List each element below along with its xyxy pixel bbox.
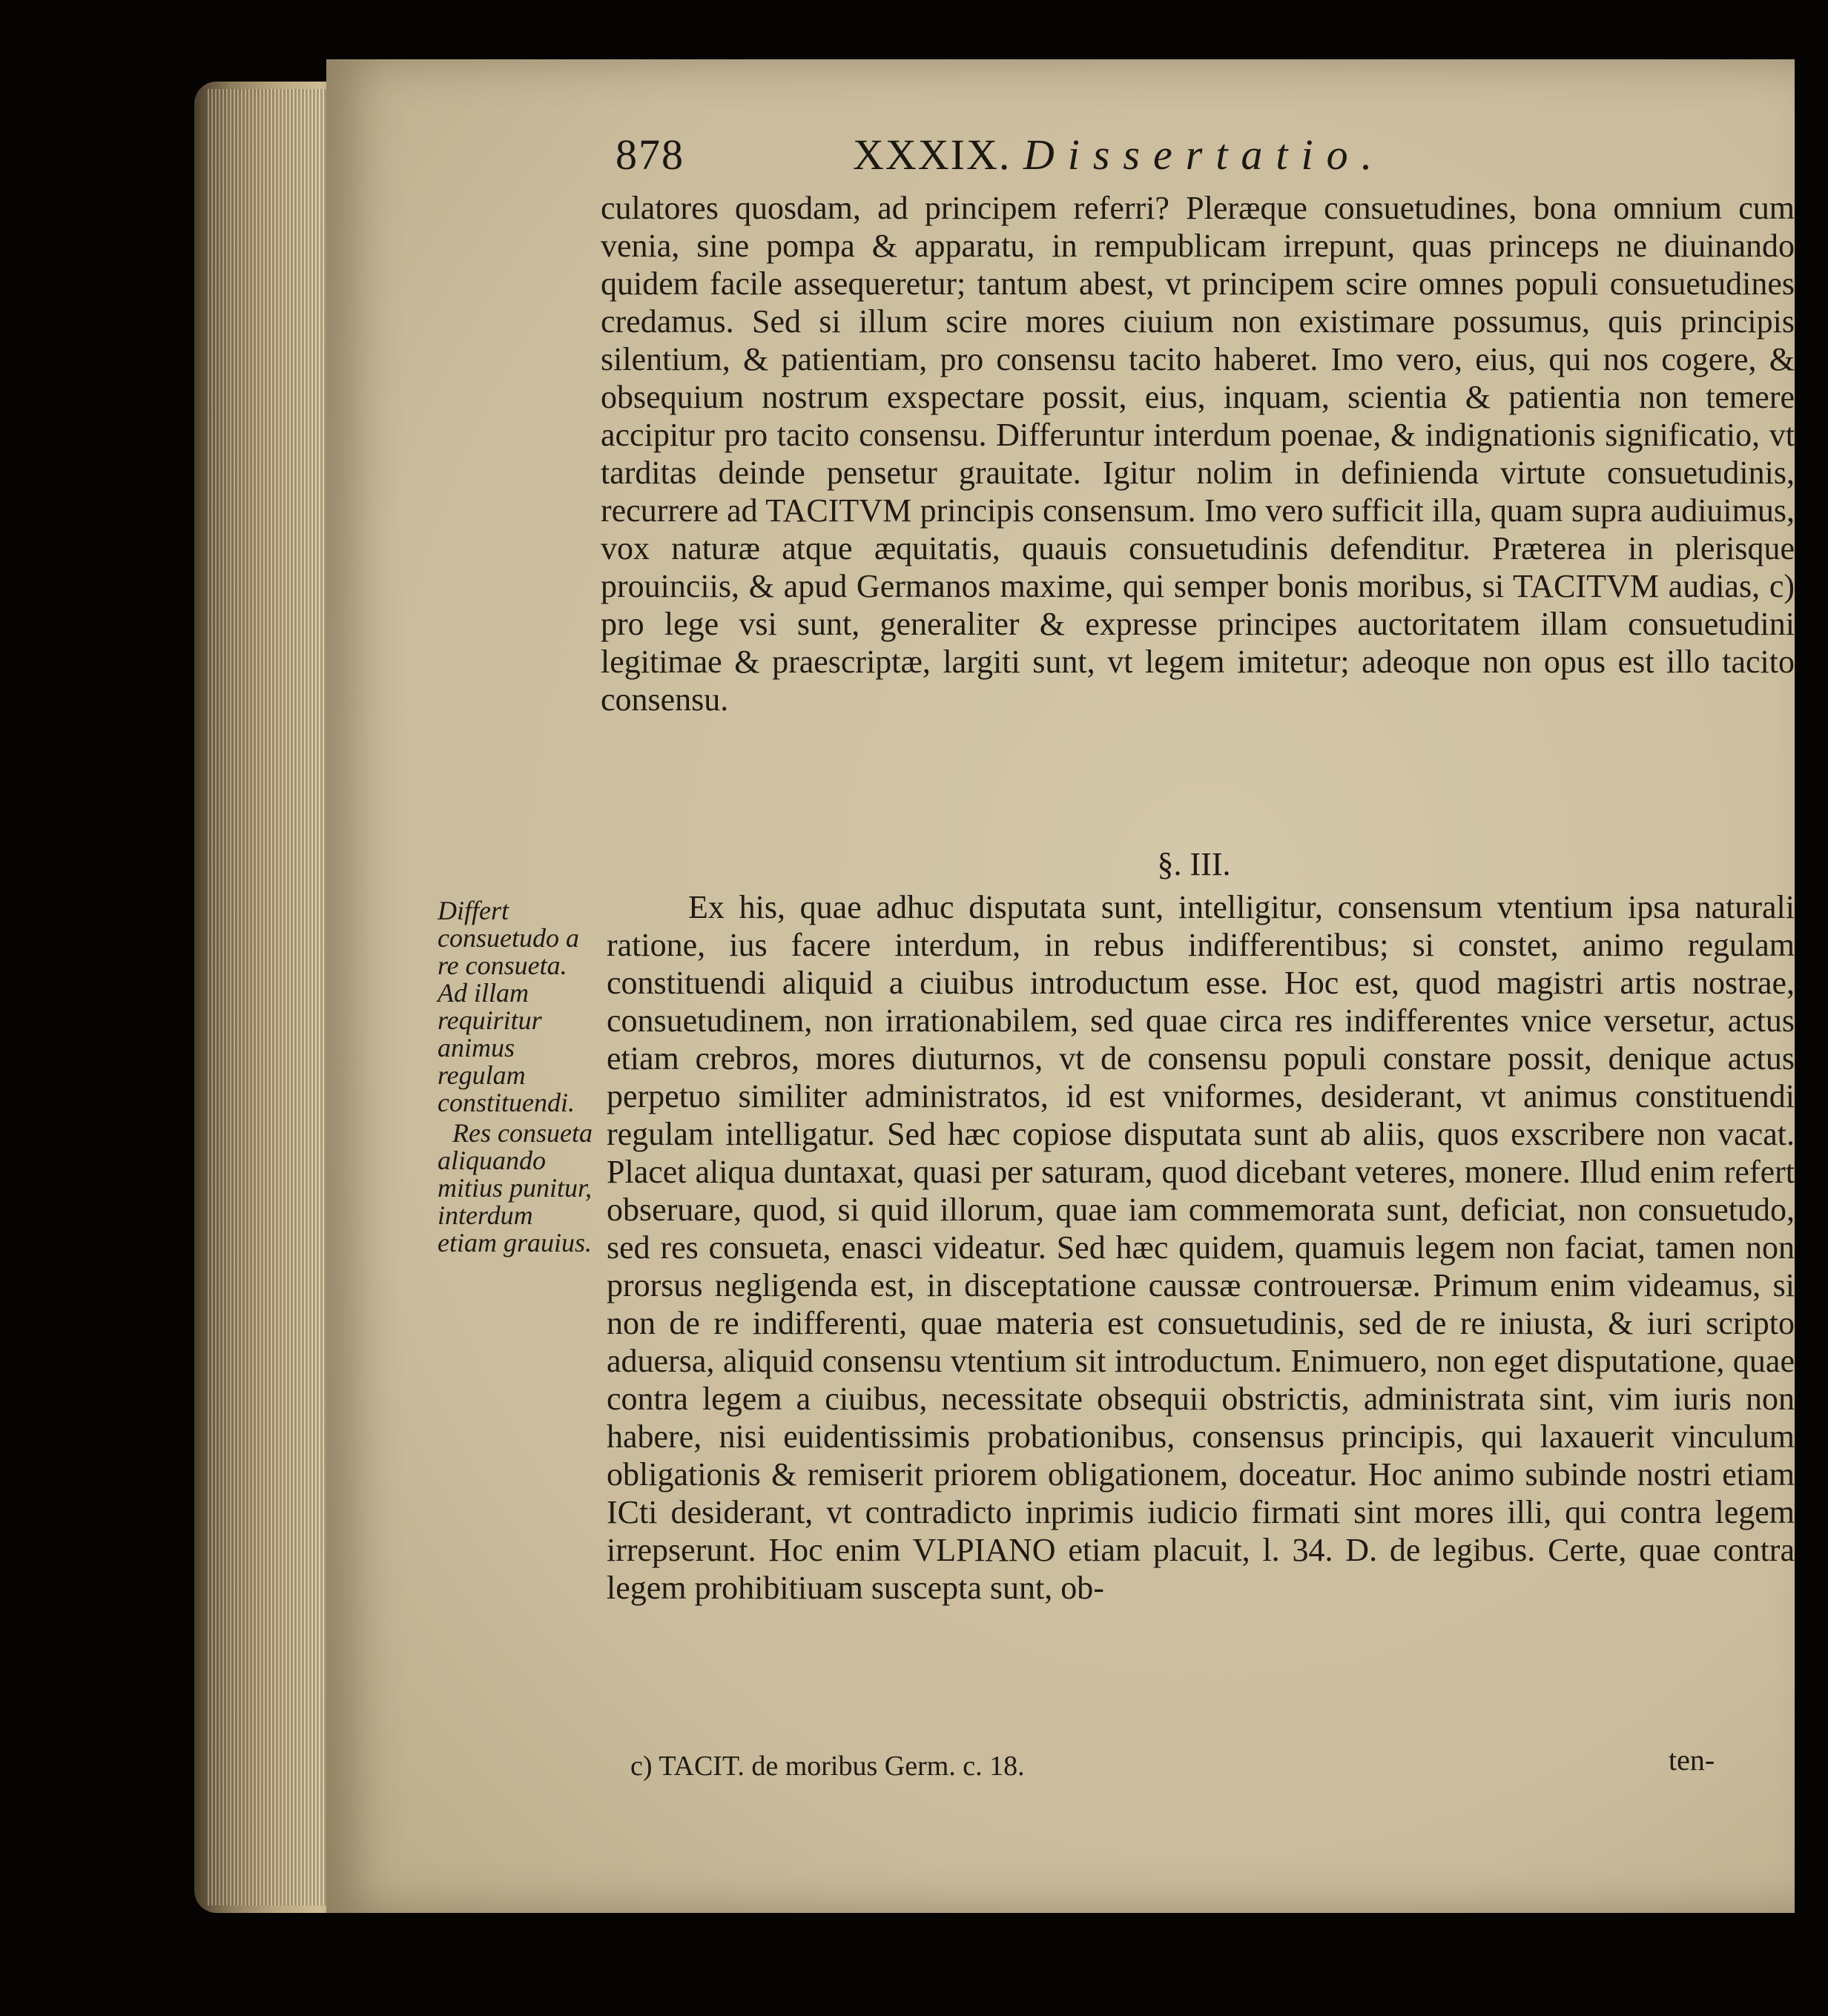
- paragraph-2: [607, 888, 1795, 1607]
- page-number: 878: [616, 130, 684, 179]
- running-title-roman: XXXIX.: [853, 130, 1012, 179]
- catchword: ten-: [1669, 1743, 1715, 1777]
- paragraph-1: [601, 189, 1795, 718]
- margin-note-1: Differt consuetudo a re consueta. Ad illam requiritur animus regulam constituendi.: [438, 896, 579, 1117]
- book-page: [326, 59, 1795, 1913]
- running-title-word: Dissertatio.: [1023, 130, 1386, 179]
- running-title: [853, 130, 1385, 179]
- footnote: c) TACIT. de moribus Germ. c. 18.: [630, 1751, 1025, 1782]
- marginalia: [438, 897, 597, 1260]
- paragraph-1-text: culatores quosdam, ad principem referri? Pleræque consuetudines, bona omnium cum venia, sine pompa & apparatu, in rempublicam irrepunt, quas princeps ne diuinando quidem facile assequeretur; tantum abest, vt principem scire omnes populi consuetudines credamus. Sed si illum scire mores ciuium non existimare possumus, quis principis silentium, & patientiam, pro consensu tacito haberet. Imo vero, eius, qui nos cogere, & obsequium nostrum exspectare possit, eius, inquam, scientia & patientia non temere accipitur pro tacito consensu. Differuntur interdum poenae, & indignationis significatio, vt tarditas deinde pensetur grauitate. Igitur nolim in definienda virtute consuetudinis, recurrere ad TACITVM principis consensum. Imo vero sufficit illa, quam supra audiuimus, vox naturæ atque æquitatis, quauis consuetudinis defenditur. Præterea in plerisque prouinciis, & apud Germanos maxime, qui semper bonis moribus, si TACITVM audias, c) pro lege vsi sunt, generaliter & expresse principes auctoritatem illam consuetudini legitimae & praescriptæ, largiti sunt, vt legem imitetur; adeoque non opus est illo tacito consensu.: [601, 190, 1795, 718]
- running-head: [616, 130, 1772, 196]
- margin-note-2: Res consueta aliquando mitius punitur, interdum etiam grauius.: [438, 1118, 593, 1257]
- paragraph-2-text: Ex his, quae adhuc disputata sunt, intelligitur, consensum vtentium ipsa naturali ratione, ius facere interdum, in rebus indifferentibus; si constet, animo regulam constituendi aliquid a ciuibus introductum esse. Hoc est, quod magistri artis nostrae, consuetudinem, non irrationabilem, sed quae circa res indifferentes vnice versetur, actus etiam crebros, mores diuturnos, vt de consensu populi constare possit, denique actus perpetuo similiter administratos, id est vniformes, desiderant, vt animus constituendi regulam intelligatur. Sed hæc copiose disputata sunt ab aliis, quos exscribere non vacat. Placet aliqua duntaxat, quasi per saturam, quod dicebant veteres, monere. Illud enim refert obseruare, quod, si quid illorum, quae iam commemorata sunt, deficiat, non consuetudo, sed res consueta, enasci videatur. Sed hæc quidem, quamuis legem non faciat, tamen non prorsus negligenda est, in disceptatione caussæ controuersæ. Primum enim videamus, si non de re indifferenti, quae materia est consuetudinis, sed de re iniusta, & iuri scripto aduersa, aliquid consensu vtentium sit introductum. Enimuero, non eget disputatione, quae contra legem a ciuibus, necessitate obsequii obstrictis, administrata sint, vim iuris non habere, nisi euidentissimis probationibus, consensus principis, qui laxauerit vinculum obligationis & remiserit priorem obligationem, doceatur. Hoc animo subinde nostri etiam ICti desiderant, vt contradicto inprimis iudicio firmati sint mores illi, qui contra legem irrepserunt. Hoc enim VLPIANO etiam placuit, l. 34. D. de legibus. Certe, quae contra legem prohibitiuam suscepta sunt, ob-: [607, 889, 1795, 1606]
- book-page-edges: [194, 82, 343, 1913]
- section-heading: §. III.: [1157, 846, 1231, 882]
